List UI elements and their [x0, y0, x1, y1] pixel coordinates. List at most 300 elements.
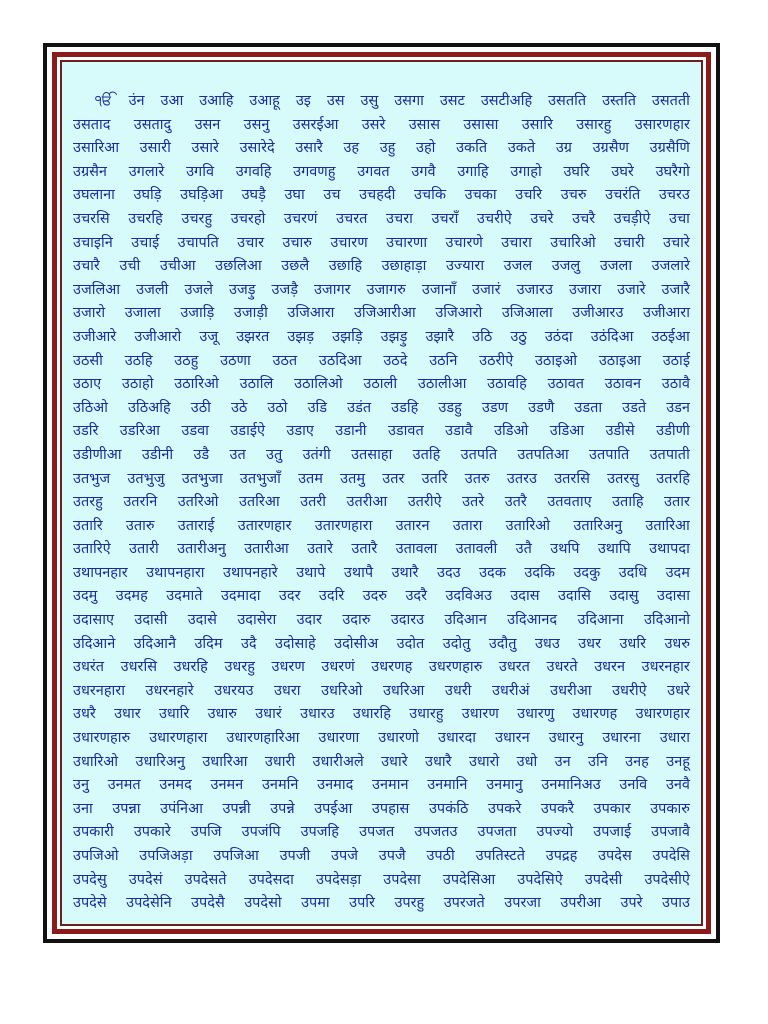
word: उनमान [372, 777, 409, 794]
word: उदरै [405, 588, 428, 605]
word: उधरणहारु [428, 659, 483, 676]
word: उधरत [498, 659, 530, 676]
word: उपजि [190, 824, 222, 841]
word: उडवा [181, 423, 209, 440]
word: उधरु [664, 635, 690, 652]
word: उठाई [662, 352, 690, 369]
text-line [73, 184, 690, 208]
word: उचारे [663, 234, 690, 251]
word: उतरै [504, 494, 527, 511]
word: उपजिअड़ा [139, 848, 193, 864]
word: उधरै [73, 706, 96, 723]
word: उतारणहारा [314, 517, 373, 534]
word: उघरि [563, 163, 590, 180]
word: उनमानिअउ [541, 777, 601, 794]
word: उघड़ि [133, 187, 162, 204]
word: उछलिआ [215, 258, 262, 275]
word: उपजत [359, 824, 395, 841]
word: उसु [360, 93, 379, 109]
word: उजलारे [651, 258, 690, 275]
word: उचरा [386, 210, 413, 227]
word: उतमु [340, 470, 366, 487]
word: उदधि [618, 564, 648, 581]
word: उथापै [343, 564, 374, 581]
word: उतरिओ [177, 494, 219, 511]
word: उसारिआ [73, 140, 120, 157]
word: उपरि [349, 895, 375, 912]
word: उचरहो [230, 210, 266, 227]
word: उतरीआ [346, 494, 388, 511]
word: उझड़ु [380, 328, 408, 345]
word: उपदेसेनि [126, 895, 172, 912]
word: उधरणह [371, 659, 413, 676]
word: उजल [503, 258, 533, 275]
word: उदर [278, 588, 301, 605]
word: उतरु [464, 470, 490, 487]
word: उची [119, 258, 141, 275]
word: उदौतु [488, 635, 517, 652]
word: उपदेसा [383, 871, 421, 888]
word: उदासाए [73, 612, 114, 629]
word: उधरिओ [321, 682, 363, 699]
word: उठालीआ [417, 376, 467, 393]
word: उझरत [236, 328, 270, 345]
word: उधरा [273, 682, 301, 699]
word: उपरीआ [560, 895, 602, 912]
word: उजीआरा [643, 305, 690, 322]
word: उनमानि [427, 777, 468, 794]
word: उचारणे [445, 234, 483, 251]
word: उसगा [394, 93, 424, 109]
word: उछाहाड़ा [381, 258, 427, 275]
word: उतारु [125, 517, 155, 534]
word: उदिआनै [133, 635, 176, 652]
word: उजले [184, 281, 213, 298]
word: उडाए [286, 423, 314, 440]
word: उछलै [281, 258, 310, 275]
word: उधारणु [517, 706, 555, 723]
word: उचरसि [73, 210, 110, 227]
word: उदासु [609, 588, 639, 605]
word: उसासा [463, 116, 499, 133]
text-line [73, 845, 690, 869]
word: उगवत [357, 163, 390, 180]
word: उतरिआ [238, 494, 280, 511]
word: उताहि [612, 494, 644, 511]
text-line [73, 420, 690, 444]
word: उथापे [296, 564, 326, 581]
word: उपदेसते [184, 871, 227, 888]
word: उतभुज [73, 470, 111, 487]
text-line [73, 869, 690, 893]
word: उतवताए [547, 494, 592, 511]
word: उदासे [187, 612, 217, 629]
word: उजारो [73, 305, 106, 322]
word: उपजै [378, 848, 406, 864]
word: उनवि [619, 777, 648, 794]
word: उनि [588, 753, 608, 770]
word: उपरजा [504, 895, 541, 912]
word: उआ [160, 93, 184, 109]
text-line [73, 680, 690, 704]
text-line [73, 114, 690, 138]
word: उनमन [210, 777, 244, 794]
word: उधरसि [120, 659, 158, 676]
word: उनु [73, 777, 89, 794]
word: उपकरै [540, 800, 575, 817]
word: उतम [298, 470, 323, 487]
word: उठदिआ [318, 352, 362, 369]
word: उचाइनि [73, 234, 113, 251]
word: उदिआन [444, 612, 487, 629]
word: उडीसे [605, 423, 635, 440]
word: उदक [479, 564, 506, 581]
text-line [73, 562, 690, 586]
word: उजारै [661, 281, 690, 298]
word-list [73, 90, 690, 916]
word: उधरंत [73, 659, 105, 676]
word: उनमानु [486, 777, 523, 794]
word: उठाए [73, 376, 102, 393]
word: उडीणीआ [73, 446, 122, 463]
word: उहु [379, 140, 396, 157]
word: उतारि [73, 517, 103, 534]
word: उजला [599, 258, 633, 275]
word: उधरिआ [382, 682, 425, 699]
text-line [73, 444, 690, 468]
word: उगवि [186, 163, 215, 180]
page-border-red [52, 52, 711, 934]
text-line [73, 137, 690, 161]
word: उधरनहार [641, 659, 690, 676]
word: उडण [481, 399, 509, 416]
word: उतारीआ [244, 541, 289, 558]
word: उतरनि [123, 494, 158, 511]
word: उग्रसैन [73, 163, 107, 180]
word: उदार [296, 612, 322, 629]
word: उस [326, 93, 345, 109]
word: उझड़ि [332, 328, 363, 345]
word: उनमनि [261, 777, 299, 794]
word: उधरी [444, 682, 472, 699]
word: उधारा [659, 730, 690, 747]
word: उपदेसि [652, 848, 690, 864]
word: उसारे [191, 140, 219, 157]
text-line [73, 538, 690, 562]
word: उचारणा [386, 234, 428, 251]
word: उतर [382, 470, 405, 487]
word: उधरि [619, 635, 647, 652]
word: उठु [510, 328, 527, 345]
word: उघरे [611, 163, 634, 180]
word: उठंदिआ [590, 328, 634, 345]
word: उधारण [461, 706, 499, 723]
text-line [73, 468, 690, 492]
word: उतारणहार [237, 517, 292, 534]
word: उपजता [477, 824, 517, 841]
word: उधरणं [321, 659, 355, 676]
word: उपकारु [650, 800, 690, 817]
word: उपदेस [598, 848, 632, 864]
word: उठनि [429, 352, 458, 369]
text-line [73, 491, 690, 515]
word: उधारहि [352, 706, 391, 723]
word: उथारै [391, 564, 419, 581]
word: उझारै [425, 328, 455, 345]
word: उधारो [468, 753, 500, 770]
word: उपकारी [73, 824, 114, 841]
word: उठाइओ [534, 352, 578, 369]
word: उपकरे [488, 800, 522, 817]
word: उचरीऐ [476, 210, 512, 227]
word: उतारै [351, 541, 378, 558]
word: उपदेसे [73, 895, 107, 912]
word: उडंत [347, 399, 372, 416]
word: उथापि [597, 541, 631, 558]
word: उपतिस्टते [475, 848, 525, 864]
word: उतपाती [649, 446, 690, 463]
text-line [73, 633, 690, 657]
text-line [73, 255, 690, 279]
word: उडते [622, 399, 647, 416]
word: उना [73, 800, 93, 817]
word: उचरत [336, 210, 368, 227]
page-border-outer [43, 43, 720, 943]
word: उआहू [249, 93, 280, 109]
word: उकते [507, 140, 536, 157]
word: उपईआ [314, 800, 353, 817]
word: उदरु [362, 588, 388, 605]
word: उंन [128, 93, 145, 109]
text-line [73, 798, 690, 822]
word: उतरि [421, 470, 448, 487]
word: उडन [666, 399, 690, 416]
word: उपजतउ [414, 824, 458, 841]
word: उन [554, 753, 571, 770]
word: उचरहु [181, 210, 213, 227]
word: उपंनिआ [160, 800, 203, 817]
word: उचरहि [128, 210, 163, 227]
text-line [73, 751, 690, 775]
word: उठावहि [487, 376, 527, 393]
word: उतरहि [656, 470, 690, 487]
word: उधरीअं [491, 682, 530, 699]
word: उदिआनो [643, 612, 690, 629]
word: उदारउ [390, 612, 425, 629]
word: उतारिऐ [73, 541, 111, 558]
word: उतारी [129, 541, 159, 558]
word: उधरनहारा [73, 682, 125, 699]
word: उदोतु [442, 635, 471, 652]
word: उठावै [661, 376, 690, 393]
word: उतरहु [73, 494, 103, 511]
word: उधरण [271, 659, 305, 676]
text-panel [60, 60, 703, 926]
word: उतंगी [302, 446, 331, 463]
word: उडरि [73, 423, 99, 440]
word: उतरउ [506, 470, 537, 487]
word: उठंदा [544, 328, 573, 345]
word: उचराँ [431, 210, 459, 227]
word: उडावै [445, 423, 473, 440]
word: उसन [194, 116, 221, 133]
word: उतारा [452, 517, 483, 534]
word: उचरे [530, 210, 554, 227]
word: उजागरु [366, 281, 406, 298]
word: उडिआ [549, 423, 585, 440]
word: उजड़ै [271, 281, 298, 298]
word: उनह [625, 753, 649, 770]
word: उदमह [115, 588, 148, 605]
word: उदासेरा [237, 612, 277, 629]
word: उजाड़ि [180, 305, 215, 322]
word: उनमाद [317, 777, 354, 794]
word: उदिआना [577, 612, 624, 629]
word: उसारि [521, 116, 553, 133]
word: उधारिअनु [135, 753, 185, 770]
word: उगाहो [510, 163, 542, 180]
word: उपरहु [394, 895, 425, 912]
word: उपदेसदा [248, 871, 294, 888]
word: उदविअउ [445, 588, 492, 605]
word: उधारणा [318, 730, 360, 747]
word: उसरे [361, 116, 386, 133]
word: उठरीऐ [479, 352, 514, 369]
text-line [73, 515, 690, 539]
word: उपदेसी [584, 871, 623, 888]
word: उधारणह [572, 706, 618, 723]
word: उतपति [460, 446, 498, 463]
word: उजिआरीआ [353, 305, 416, 322]
word: उगलारे [128, 163, 165, 180]
text-line [73, 727, 690, 751]
word: उठि [472, 328, 493, 345]
word: उपजिआ [213, 848, 259, 864]
word: उचरि [515, 187, 543, 204]
word: उडिओ [494, 423, 529, 440]
word: उतारिअनु [573, 517, 623, 534]
word: उधारिओ [73, 753, 119, 770]
word: उदम [665, 564, 690, 581]
word: उचारु [282, 234, 312, 251]
word: उचरउ [658, 187, 690, 204]
word: उसट [439, 93, 465, 109]
word: उडाईऐ [230, 423, 265, 440]
word: उसारणहार [634, 116, 690, 133]
word: उडता [574, 399, 603, 416]
word: उतारीअनु [177, 541, 226, 558]
word: उपजहि [300, 824, 340, 841]
word: उत [229, 446, 246, 463]
word: उजाला [124, 305, 161, 322]
word: उचार [237, 234, 265, 251]
text-line [73, 821, 690, 845]
word: उतरसि [554, 470, 590, 487]
word: उधो [516, 753, 538, 770]
word: उपाउ [662, 895, 690, 912]
word: उपठी [426, 848, 455, 864]
word: उधरे [667, 682, 690, 699]
word: उधारि [158, 706, 190, 723]
word: उचरै [572, 210, 596, 227]
word: उचारिओ [550, 234, 596, 251]
word: उधरते [546, 659, 578, 676]
word: उजलिआ [73, 281, 121, 298]
word: उतहि [412, 446, 441, 463]
word: उठईआ [651, 328, 690, 345]
word: उधरन [594, 659, 626, 676]
word: उपकारे [133, 824, 171, 841]
word: उथपि [550, 541, 580, 558]
word: उधरनहारे [145, 682, 194, 699]
word: उतभुजा [181, 470, 223, 487]
word: उजारं [472, 281, 501, 298]
word: उठदे [383, 352, 408, 369]
word: उपज्यो [536, 824, 574, 841]
word: उपरे [620, 895, 643, 912]
word: उधार [114, 706, 141, 723]
word: उतसाहा [351, 446, 393, 463]
word: उगवणहु [293, 163, 336, 180]
word: उपन्नी [222, 800, 251, 817]
word: उसारेदे [239, 140, 275, 157]
word: उसतादु [133, 116, 172, 133]
word: उधारी [264, 753, 296, 770]
word: उग्र [555, 140, 572, 157]
word: उदिम [194, 635, 223, 652]
word: उदोसीअ [334, 635, 379, 652]
word: उधारणहारु [73, 730, 131, 747]
word: उडीनी [141, 446, 174, 463]
word: उसरईआ [292, 116, 339, 133]
word: उतै [515, 541, 532, 558]
text-line [73, 279, 690, 303]
word: उआहि [199, 93, 234, 109]
word: उधारु [207, 706, 237, 723]
word: उपजाई [593, 824, 632, 841]
word: उजली [136, 281, 169, 298]
word: उडहि [391, 399, 419, 416]
word: उदमादा [220, 588, 261, 605]
word: उपकार [593, 800, 631, 817]
word: उचका [464, 187, 497, 204]
word: उजाड़ी [233, 305, 268, 322]
word: उठहि [124, 352, 153, 369]
word: उथापनहारे [223, 564, 278, 581]
word: उदिआनद [507, 612, 558, 629]
word: उचरणं [283, 210, 318, 227]
word: उछाहि [328, 258, 363, 275]
word: उचापति [177, 234, 219, 251]
word: उतरे [462, 494, 485, 511]
word: उडानी [335, 423, 367, 440]
word: उधारना [602, 730, 641, 747]
word: उदासि [557, 588, 591, 605]
word: उजीआरो [134, 328, 182, 345]
word: उचहदी [359, 187, 396, 204]
word: उगवहि [235, 163, 272, 180]
word: उजड़ु [229, 281, 256, 298]
word: उधारउ [300, 706, 335, 723]
word: उदास [510, 588, 540, 605]
word: उतावली [455, 541, 498, 558]
text-line [73, 373, 690, 397]
word: उतभुजाँ [239, 470, 281, 487]
word: उधरहि [173, 659, 208, 676]
word: उजिआरो [435, 305, 483, 322]
word: उपमा [301, 895, 330, 912]
word: उतु [266, 446, 283, 463]
